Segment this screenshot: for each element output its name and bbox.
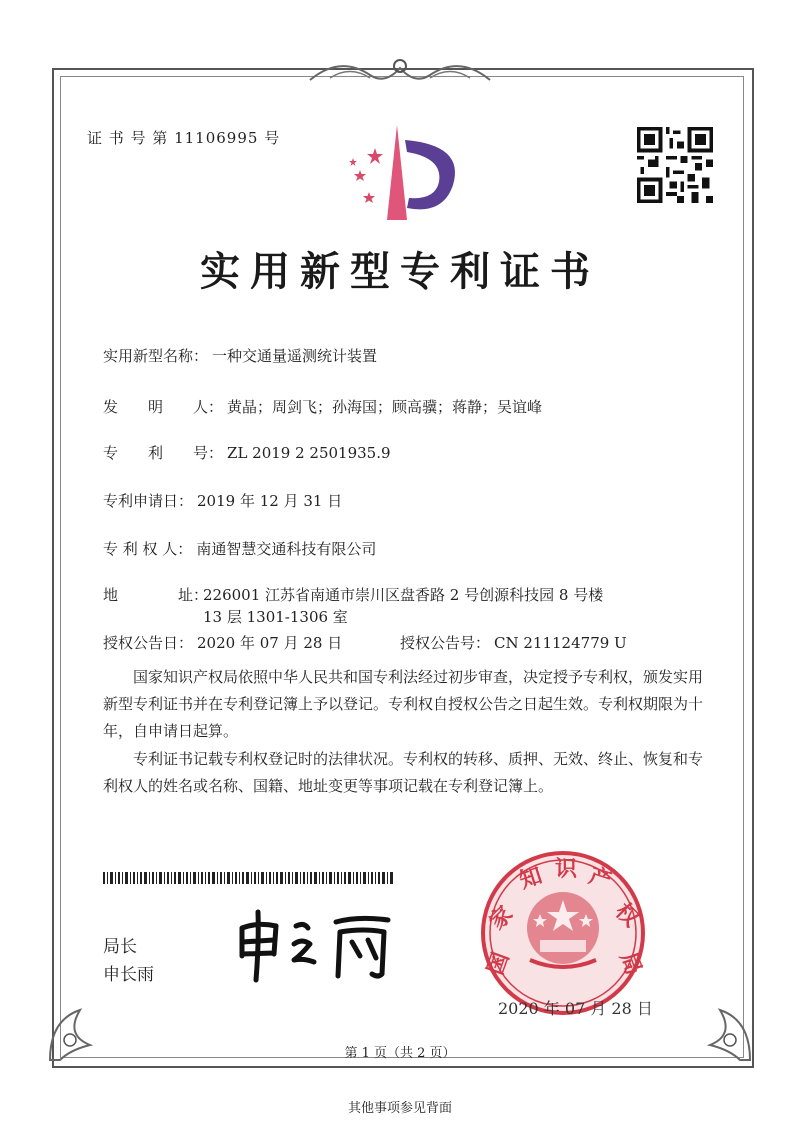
svg-text:国: 国 — [483, 949, 515, 979]
top-ornament — [300, 50, 500, 90]
address-label: 地 址： — [103, 586, 209, 604]
grant-number-row — [400, 632, 627, 653]
legal-status-paragraph: 专利证书记载专利权登记时的法律状况。专利权的转移、质押、无效、终止、恢复和专利权人的姓名或名称、国籍、地址变更等事项记载在专利登记簿上。 — [103, 750, 704, 795]
svg-text:知: 知 — [516, 863, 546, 895]
grant-statement-paragraph: 国家知识产权局依照中华人民共和国专利法经过初步审查，决定授予专利权，颁发实用新型专利证书并在专利登记簿上予以登记。专利权自授权公告之日起生效。专利权期限为十年，自申请日起算。 — [103, 668, 704, 740]
patentee-row — [103, 538, 376, 559]
address-value: 226001 江苏省南通市崇川区盘香路 2 号创源科技园 8 号楼 13 层 1301-1306 室 — [203, 586, 604, 626]
grant-date-value: 2020 年 07 月 28 日 — [197, 634, 343, 652]
svg-text:产: 产 — [585, 863, 615, 895]
patent-number-label: 专 利 号： — [103, 444, 224, 462]
certificate-number: 证 书 号 第 11106995 号 — [87, 129, 281, 147]
page-number: 第 1 页（共 2 页） — [344, 1046, 456, 1061]
patentee-value: 南通智慧交通科技有限公司 — [196, 540, 377, 558]
utility-model-name-value: 一种交通量遥测统计装置 — [212, 347, 378, 365]
svg-text:识: 识 — [554, 857, 578, 882]
official-seal — [478, 848, 648, 1018]
grant-date-row — [103, 632, 342, 653]
inventors-row — [103, 396, 542, 417]
barcode — [103, 872, 393, 884]
grant-number-value: CN 211124779 U — [494, 634, 627, 652]
patent-number-row — [103, 442, 391, 463]
patentee-label: 专 利 权 人： — [103, 540, 193, 558]
inventors-label: 发 明 人： — [103, 398, 224, 416]
patent-office-logo — [335, 120, 465, 230]
qr-code — [637, 127, 713, 203]
filing-date-row — [103, 490, 342, 511]
filing-date-label: 专利申请日： — [103, 492, 194, 510]
director-name: 申长雨 — [103, 965, 154, 985]
filing-date-value: 2019 年 12 月 31 日 — [197, 492, 343, 510]
svg-text:局: 局 — [614, 949, 646, 979]
certificate-title: 实用新型专利证书 — [200, 248, 600, 295]
utility-model-name-label: 实用新型名称： — [103, 347, 209, 365]
grant-number-label: 授权公告号： — [400, 634, 491, 652]
svg-text:家: 家 — [484, 901, 519, 936]
svg-text:权: 权 — [609, 898, 644, 933]
patent-number-value: ZL 2019 2 2501935.9 — [227, 444, 391, 462]
inventors-value: 黄晶；周剑飞；孙海国；顾高骥；蒋静；吴谊峰 — [227, 398, 543, 416]
seal-date: 2020 年 07 月 28 日 — [498, 999, 653, 1018]
see-back-note: 其他事项参见背面 — [347, 1101, 452, 1116]
utility-model-name-row — [103, 345, 377, 366]
director-title: 局长 — [103, 937, 137, 957]
grant-date-label: 授权公告日： — [103, 634, 194, 652]
director-signature — [228, 898, 408, 988]
